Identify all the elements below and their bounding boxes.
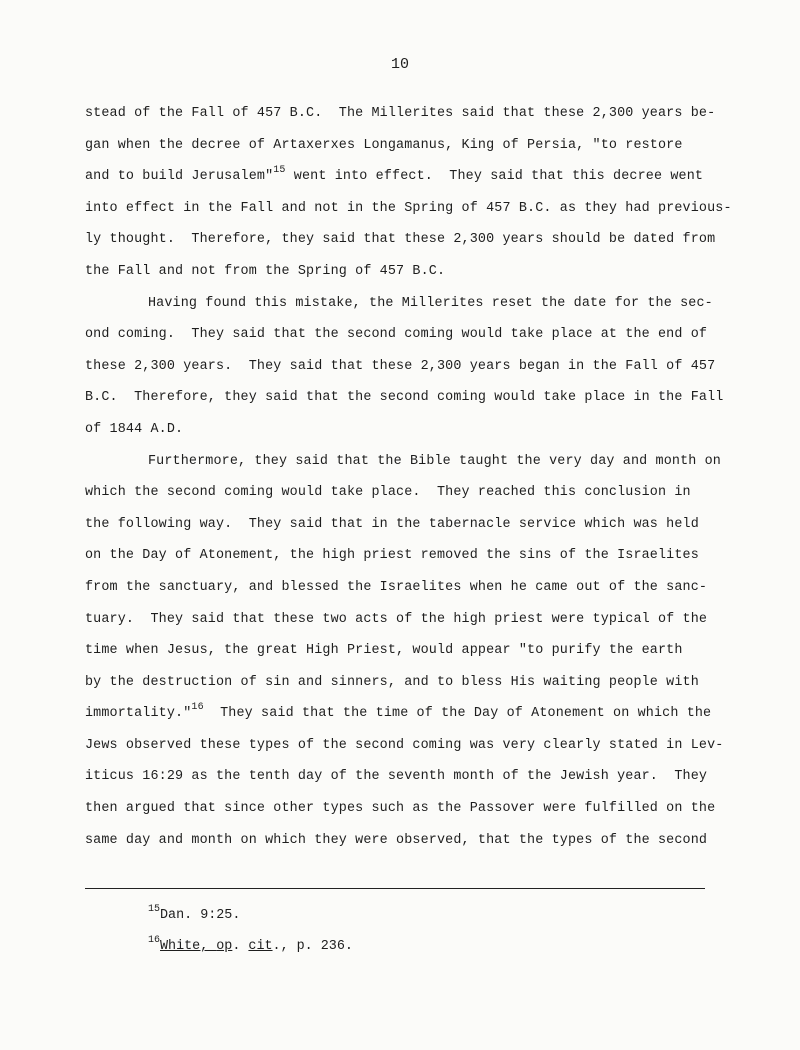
text-line: by the destruction of sin and sinners, and to bless His waiting people with [85,674,699,690]
text-line: from the sanctuary, and blessed the Israelites when he came out of the sanc- [85,579,708,595]
text-line: same day and month on which they were observed, that the types of the second [85,832,708,848]
text-line: time when Jesus, the great High Priest, would appear "to purify the earth [85,643,683,659]
footnote-15 [148,900,353,931]
text-line: ond coming. They said that the second coming would take place at the end of [85,327,708,343]
footnote-ref-16: 16 [191,702,204,714]
page-number: 10 [390,56,409,73]
footnote-divider [85,888,705,889]
text-span: immortality." [85,706,192,722]
footnotes [148,900,353,962]
text-line: Having found this mistake, the Millerites reset the date for the sec- [148,295,713,311]
text-line: on the Day of Atonement, the high priest removed the sins of the Israelites [85,548,699,564]
text-line: of 1844 A.D. [85,421,184,437]
text-line: the following way. They said that in the tabernacle service which was held [85,516,699,532]
text-line: into effect in the Fall and not in the Spring of 457 B.C. as they had previous- [85,200,732,216]
footnote-op: op [216,939,233,954]
text-line: B.C. Therefore, they said that the second coming would take place in the Fall [85,390,724,406]
text-line: gan when the decree of Artaxerxes Longamanus, King of Persia, "to restore [85,137,683,153]
footnote-text: Dan. 9:25. [160,908,241,923]
text-line: these 2,300 years. They said that these 2,300 years began in the Fall of 457 [85,358,716,374]
footnote-rest: ., p. 236. [272,939,353,954]
text-line [85,698,715,730]
footnote-cit: cit [248,939,273,954]
text-line: which the second coming would take place. They reached this conclusion in [85,485,691,501]
text-line: then argued that since other types such as the Passover were fulfilled on the [85,801,716,817]
footnote-16 [148,931,353,962]
text-line: ly thought. Therefore, they said that these 2,300 years should be dated from [85,232,716,248]
text-span: and to build Jerusalem" [85,169,274,185]
footnote-sep: . [232,939,249,954]
footnote-author: White, [160,939,217,954]
text-line [85,161,715,193]
text-line: iticus 16:29 as the tenth day of the seventh month of the Jewish year. They [85,769,708,785]
text-line: Furthermore, they said that the Bible taught the very day and month on [148,453,721,469]
text-line: Jews observed these types of the second coming was very clearly stated in Lev- [85,737,724,753]
text-span: They said that the time of the Day of Atonement on which the [203,706,712,722]
footnote-mark: 15 [148,904,161,915]
body-text [85,98,732,856]
text-span: went into effect. They said that this decree went [285,169,704,185]
text-line: tuary. They said that these two acts of the high priest were typical of the [85,611,708,627]
text-line: stead of the Fall of 457 B.C. The Millerites said that these 2,300 years be- [85,106,716,121]
text-line: the Fall and not from the Spring of 457 B.C. [85,263,446,279]
footnote-mark: 16 [148,935,161,946]
footnote-ref-15: 15 [273,165,286,177]
